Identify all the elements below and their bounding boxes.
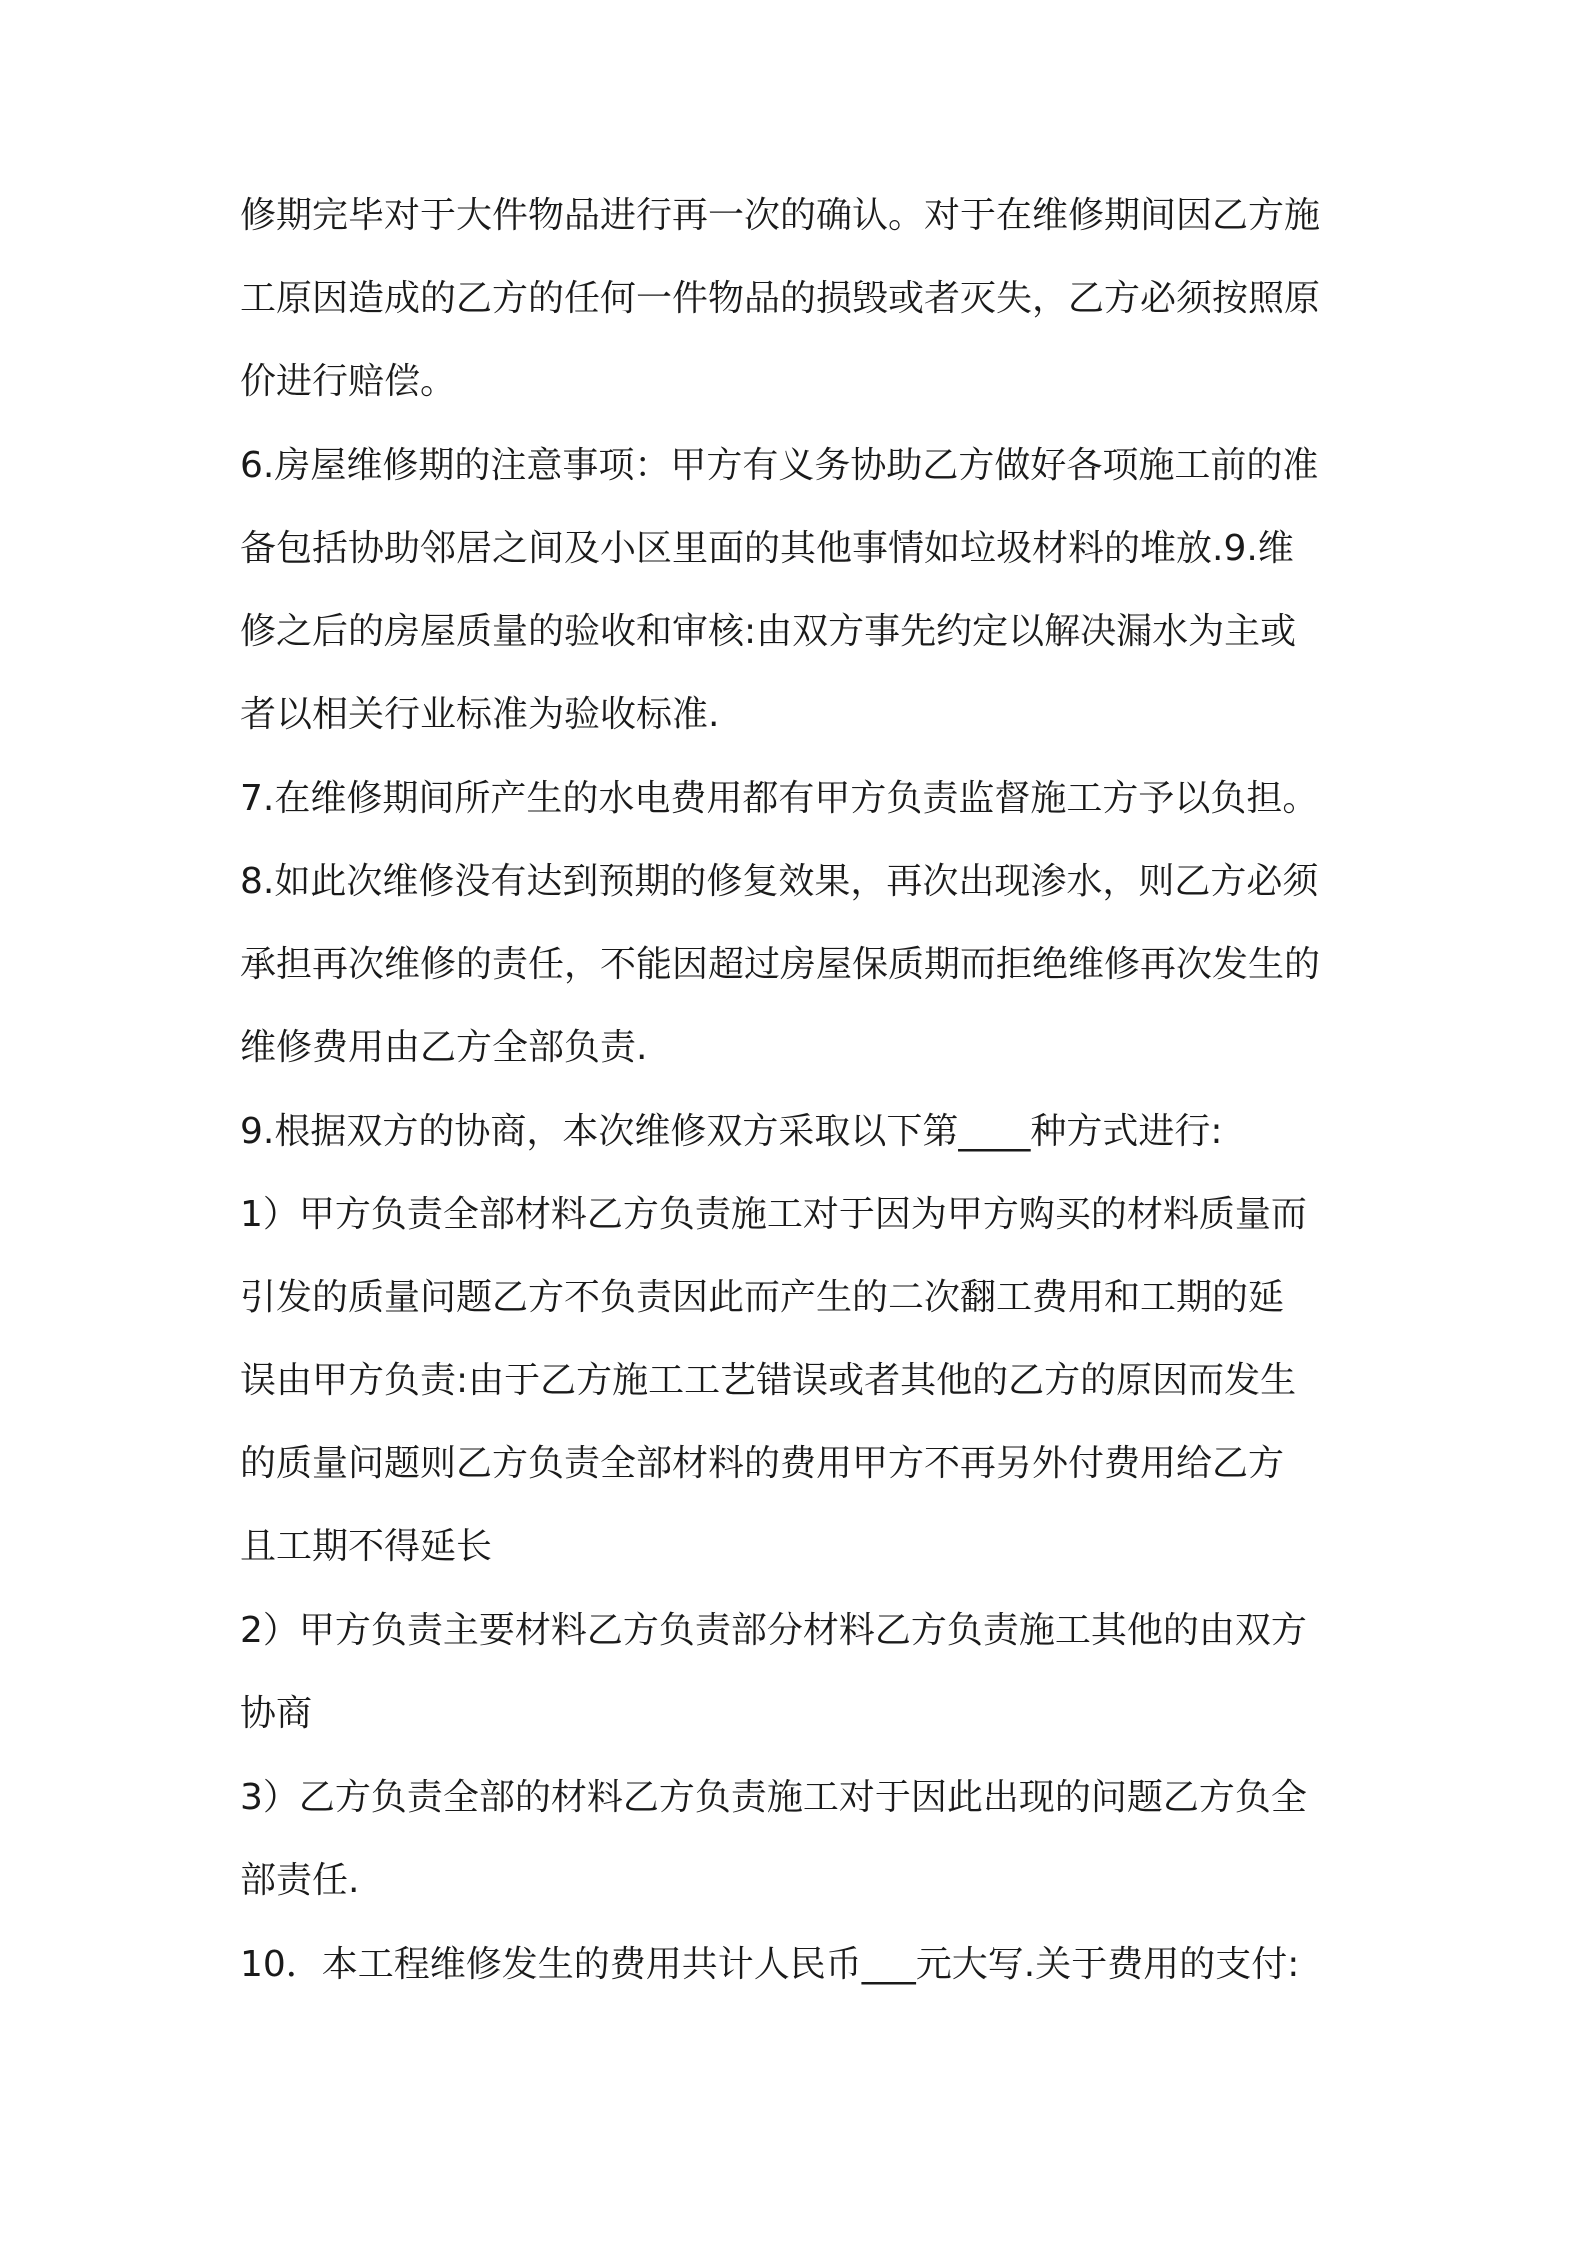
text-line-2: 工原因造成的乙方的任何一件物品的损毁或者灭失，乙方必须按照原 [240,278,1321,319]
document-body [240,195,1360,1985]
text-line-12: 9.根据双方的协商，本次维修双方采取以下第____种方式进行: [240,1111,1223,1152]
text-line-5: 备包括协助邻居之间及小区里面的其他事情如垃圾材料的堆放.9.维 [240,528,1294,569]
text-line-13: 1）甲方负责全部材料乙方负责施工对于因为甲方购买的材料质量而 [240,1194,1307,1235]
text-line-17: 且工期不得延长 [240,1526,493,1567]
text-line-10: 承担再次维修的责任，不能因超过房屋保质期而拒绝维修再次发生的 [240,944,1321,985]
text-line-1: 修期完毕对于大件物品进行再一次的确认。对于在维修期间因乙方施 [240,195,1321,236]
text-line-11: 维修费用由乙方全部负责. [240,1027,648,1068]
text-line-8: 7.在维修期间所产生的水电费用都有甲方负责监督施工方予以负担。 [240,778,1319,819]
text-line-19: 协商 [240,1693,313,1734]
text-line-18: 2）甲方负责主要材料乙方负责部分材料乙方负责施工其他的由双方 [240,1610,1307,1651]
text-line-4: 6.房屋维修期的注意事项：甲方有义务协助乙方做好各项施工前的准 [240,445,1319,486]
text-line-7: 者以相关行业标准为验收标准. [240,694,720,735]
text-line-16: 的质量问题则乙方负责全部材料的费用甲方不再另外付费用给乙方 [240,1443,1285,1484]
text-line-3: 价进行赔偿。 [240,361,457,402]
text-line-14: 引发的质量问题乙方不负责因此而产生的二次翻工费用和工期的延 [240,1277,1285,1318]
text-line-6: 修之后的房屋质量的验收和审核:由双方事先约定以解决漏水为主或 [240,611,1297,652]
text-line-9: 8.如此次维修没有达到预期的修复效果，再次出现渗水，则乙方必须 [240,861,1319,902]
text-line-22: 10．本工程维修发生的费用共计人民币___元大写.关于费用的支付: [240,1944,1300,1985]
text-line-21: 部责任. [240,1860,360,1901]
text-line-20: 3）乙方负责全部的材料乙方负责施工对于因此出现的问题乙方负全 [240,1777,1307,1818]
text-line-15: 误由甲方负责:由于乙方施工工艺错误或者其他的乙方的原因而发生 [240,1360,1297,1401]
